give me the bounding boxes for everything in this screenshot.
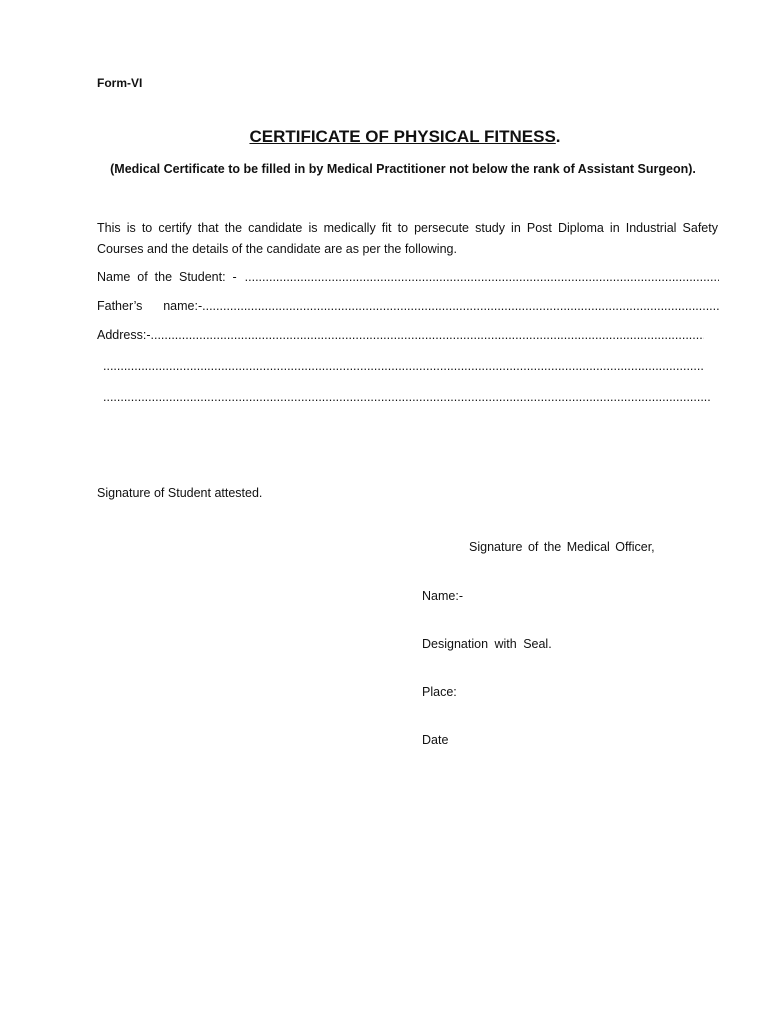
certification-statement: This is to certify that the candidate is medically fit to persecute study in Post Diploma in Industrial Safety Courses and the details of the candidate are as per the following. [97,221,718,256]
title-period: . [555,127,561,146]
form-number: Form-VI [97,76,143,90]
medical-officer-signature-label: Signature of the Medical Officer, [469,540,655,554]
student-signature-label: Signature of Student attested. [97,486,263,500]
page-subtitle: (Medical Certificate to be filled in by Medical Practitioner not below the rank of Assistant Surgeon). [110,162,696,176]
designation-seal-label: Designation with Seal. [422,637,552,651]
place-label: Place: [422,685,457,699]
page-title [0,127,768,147]
address-blank-line-2[interactable] [103,359,704,373]
father-name-label: Father’s name:- [97,299,203,313]
officer-name-label: Name:- [422,589,463,603]
father-name-blank[interactable] [202,299,719,313]
date-label: Date [422,733,449,747]
father-name-field [97,299,719,313]
student-name-blank[interactable] [245,270,719,284]
address-label: Address:- [97,328,151,342]
address-blank-line-1[interactable] [151,328,705,342]
address-field [97,328,704,342]
student-name-label: Name of the Student: - [97,270,237,284]
title-text: CERTIFICATE OF PHYSICAL FITNESS [249,127,556,146]
student-name-field [97,270,719,284]
address-blank-line-3[interactable] [103,390,711,404]
